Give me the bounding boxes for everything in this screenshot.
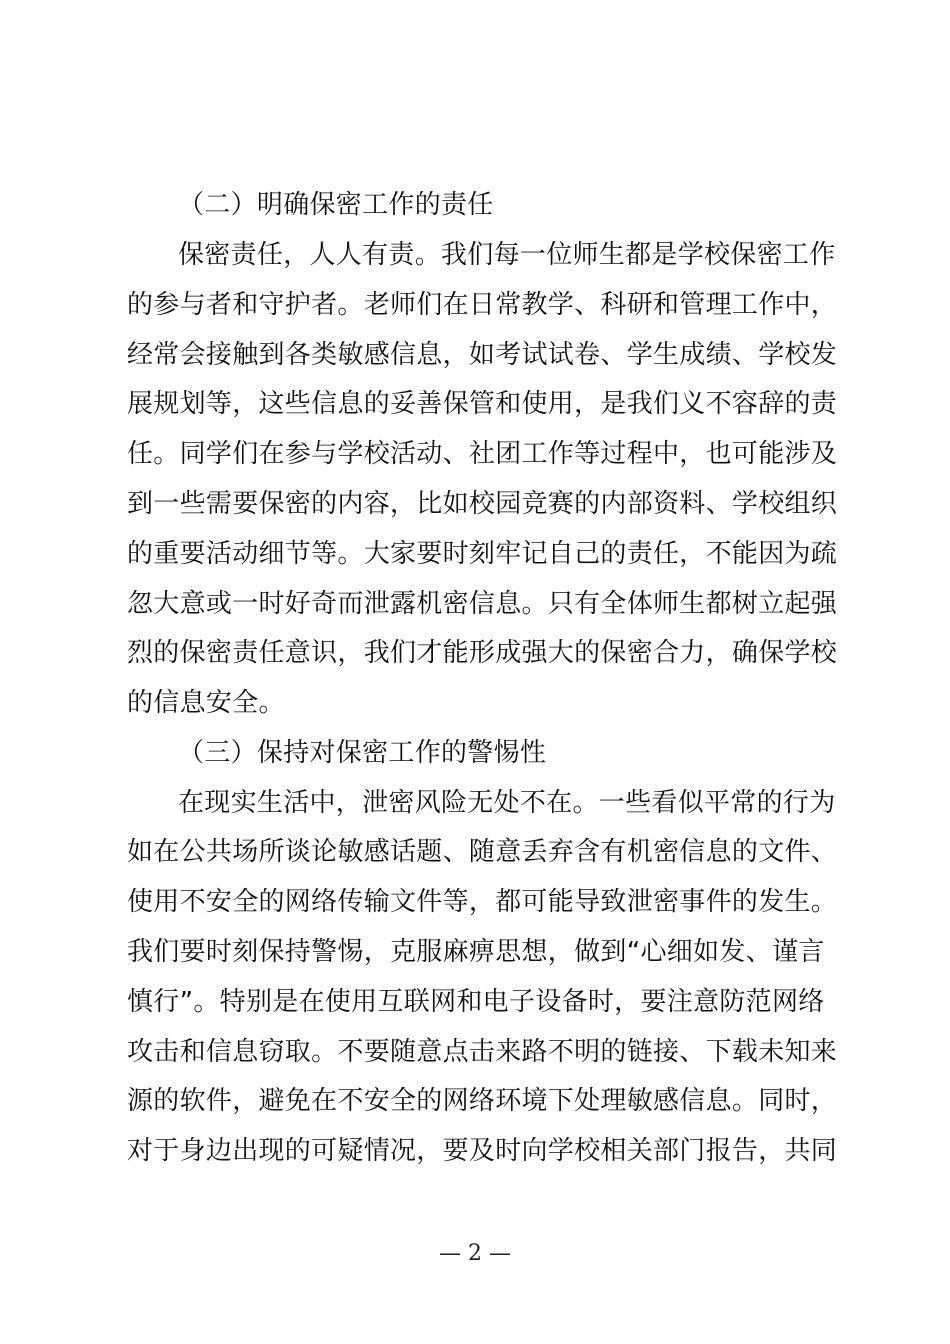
paragraph-line: 的重要活动细节等。大家要时刻牢记自己的责任，不能因为疏: [127, 539, 838, 569]
paragraph-line: 任。同学们在参与学校活动、社团工作等过程中，也可能涉及: [127, 439, 838, 469]
paragraph-line: 的参与者和守护者。老师们在日常教学、科研和管理工作中，: [127, 290, 838, 320]
paragraph-line: 到一些需要保密的内容，比如校园竞赛的内部资料、学校组织: [127, 489, 838, 519]
page-number: — 2 —: [439, 1241, 511, 1266]
paragraph-line: 展规划等，这些信息的妥善保管和使用，是我们义不容辞的责: [127, 389, 838, 419]
paragraph-line: 源的软件，避免在不安全的网络环境下处理敏感信息。同时，: [127, 1086, 838, 1116]
heading-section-2: （二）明确保密工作的责任: [178, 190, 494, 220]
paragraph-line: 忽大意或一时好奇而泄露机密信息。只有全体师生都树立起强: [127, 589, 838, 619]
paragraph-line: 经常会接触到各类敏感信息，如考试试卷、学生成绩、学校发: [127, 340, 838, 370]
paragraph-line: 我们要时刻保持警惕，克服麻痹思想，做到“心细如发、谨言: [127, 937, 825, 967]
paragraph-line: 使用不安全的网络传输文件等，都可能导致泄密事件的发生。: [127, 887, 838, 917]
paragraph-line: 如在公共场所谈论敏感话题、随意丢弃含有机密信息的文件、: [127, 837, 838, 867]
paragraph-line: 在现实生活中，泄密风险无处不在。一些看似平常的行为: [178, 788, 836, 818]
paragraph-line: 烈的保密责任意识，我们才能形成强大的保密合力，确保学校: [127, 638, 838, 668]
heading-section-3: （三）保持对保密工作的警惕性: [178, 738, 547, 768]
paragraph-line: 慎行”。特别是在使用互联网和电子设备时，要注意防范网络: [127, 987, 825, 1017]
paragraph-line: 保密责任，人人有责。我们每一位师生都是学校保密工作: [178, 240, 836, 270]
paragraph-line: 攻击和信息窃取。不要随意点击来路不明的链接、下载未知来: [127, 1037, 838, 1067]
paragraph-line: 对于身边出现的可疑情况，要及时向学校相关部门报告，共同: [127, 1136, 838, 1166]
paragraph-line: 的信息安全。: [127, 688, 285, 718]
